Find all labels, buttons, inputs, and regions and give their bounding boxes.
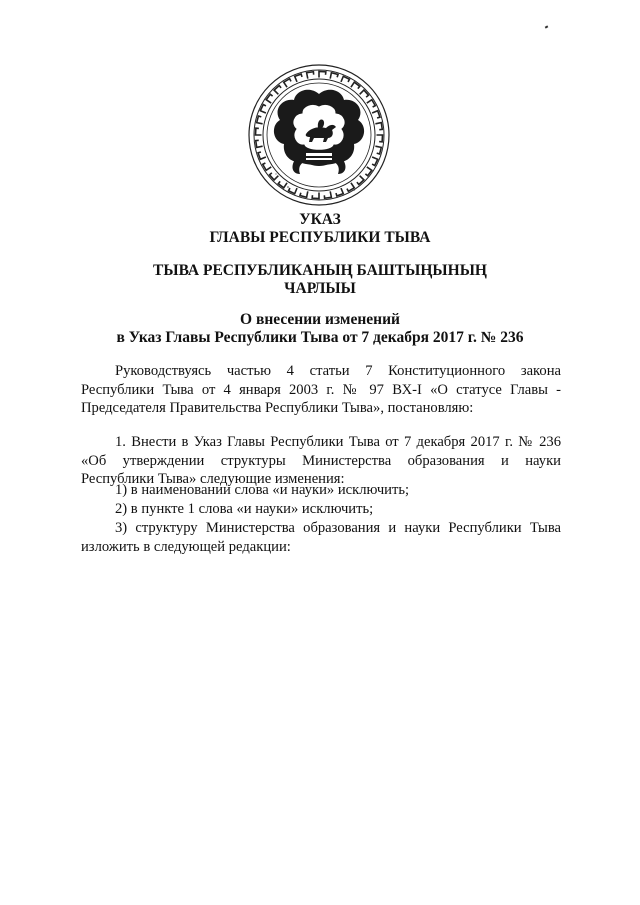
decree-issuer: ГЛАВЫ РЕСПУБЛИКИ ТЫВА [209, 229, 431, 246]
item-1-paragraph: 1. Внести в Указ Главы Республики Тыва от 7 декабря 2017 г. № 236 «Об утверждении структуры Министерства образования и науки Республики Тыва» следующие изменения: [81, 434, 561, 488]
decree-title: УКАЗ [299, 211, 341, 228]
decree-subject-line2: в Указ Главы Республики Тыва от 7 декабря 2017 г. № 236 [116, 329, 524, 346]
tuva-coat-of-arms-icon [246, 62, 392, 208]
subitem-3: 3) структуру Министерства образования и науки Республики Тыва изложить в следующей редакции: [81, 520, 561, 555]
scan-mark [545, 25, 549, 28]
subitem-1: 1) в наименовании слова «и науки» исключить; [115, 482, 410, 498]
tuvan-title-line1: ТЫВА РЕСПУБЛИКАНЫҢ БАШТЫҢЫНЫҢ [153, 262, 487, 279]
subitem-2: 2) в пункте 1 слова «и науки» исключить; [115, 501, 374, 517]
decree-subject-line1: О внесении изменений [240, 311, 400, 328]
tuvan-title-line2: ЧАРЛЫЫ [284, 280, 356, 297]
preamble-paragraph: Руководствуясь частью 4 статьи 7 Конституционного закона Республики Тыва от 4 января 2003 г. № 97 ВХ-I «О статусе Главы - Председателя Правительства Республики Тыва», постановляю: [81, 363, 561, 417]
